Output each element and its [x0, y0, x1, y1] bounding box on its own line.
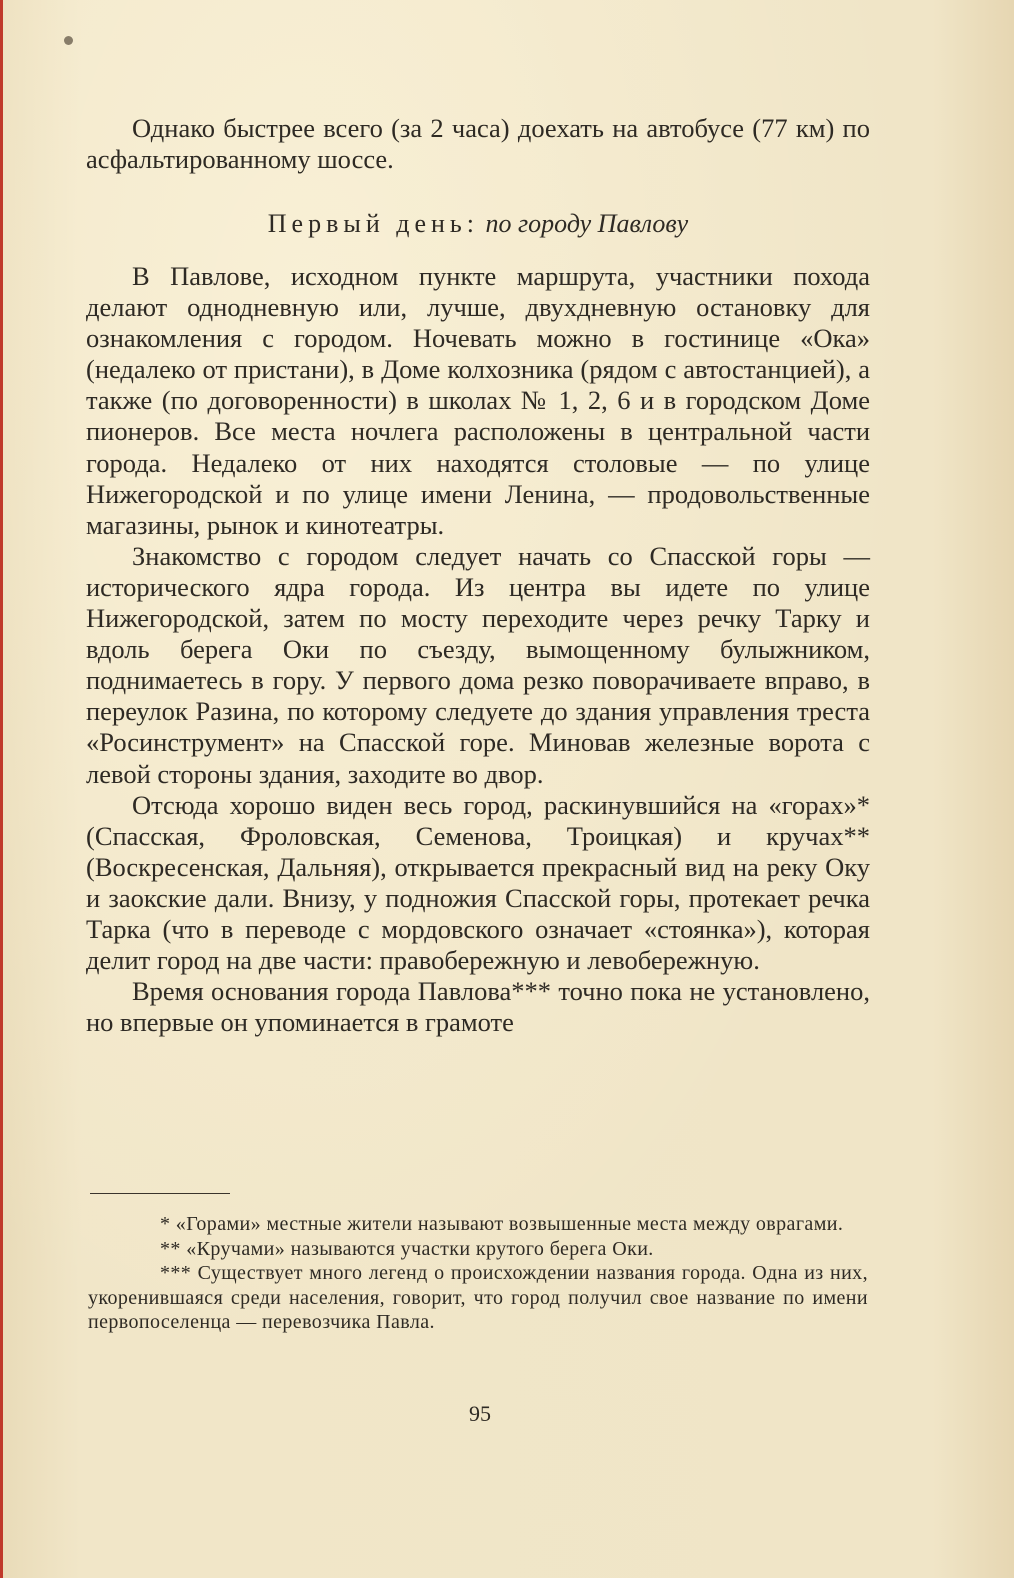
- page-edge: [0, 0, 3, 1578]
- section-heading: [86, 207, 870, 241]
- paragraph: Время основания города Павлова*** точно пока не установлено, но впервые он упоминается в грамоте: [86, 976, 870, 1038]
- heading-title: по городу Павлову: [485, 209, 689, 238]
- paragraph: Отсюда хорошо виден весь город, раскинувшийся на «горах»* (Спасская, Фроловская, Семенова, Троицкая) и кручах** (Воскресенская, Дальняя), открывается прекрасный вид на реку Оку и заокские дали. Внизу, у подножия Спасской горы, протекает речка Тарка (что в переводе с мордовского означает «стоянка»), которая делит город на две части: правобережную и левобережную.: [86, 789, 870, 976]
- intro-text: [86, 113, 870, 175]
- paper-speck: [64, 36, 73, 45]
- heading-lead: Первый день:: [267, 209, 480, 238]
- paragraph: Знакомство с городом следует начать со Спасской горы — исторического ядра города. Из центра вы идете по улице Нижегородской, затем по мосту переходите через речку Тарку и вдоль берега Оки по съезду, вымощенному булыжником, поднимаетесь в гору. У первого дома резко поворачиваете вправо, в переулок Разина, по которому следуете до здания управления треста «Росинструмент» на Спасской горе. Миновав железные ворота с левой стороны здания, заходите во двор.: [86, 540, 870, 789]
- footnote: ** «Кручами» называются участки крутого берега Оки.: [160, 1237, 654, 1260]
- footnote-divider: [90, 1193, 230, 1194]
- paragraph: В Павлове, исходном пункте маршрута, участники похода делают однодневную или, лучше, двухдневную остановку для ознакомления с городом. Ночевать можно в гостинице «Ока» (недалеко от пристани), в Доме колхозника (рядом с автостанцией), а также (по договоренности) в школах № 1, 2, 6 и в городском Доме пионеров. Все места ночлега расположены в центральной части города. Недалеко от них находятся столовые — по улице Нижегородской и по улице имени Ленина, — продовольственные магазины, рынок и кинотеатры.: [86, 261, 870, 540]
- intro-paragraph: Однако быстрее всего (за 2 часа) доехать на автобусе (77 км) по асфальтированному шоссе.: [86, 113, 870, 175]
- footnote: *** Существует много легенд о происхождении названия города. Одна из них, укоренившаяся среди населения, говорит, что город получил свое название по имени первопоселенца — перевозчика Павла.: [88, 1262, 868, 1334]
- page-number: 95: [469, 1401, 491, 1426]
- body-text: [86, 261, 870, 1038]
- footnotes: [88, 1212, 868, 1335]
- footnote: * «Горами» местные жители называют возвышенные места между оврагами.: [160, 1213, 844, 1235]
